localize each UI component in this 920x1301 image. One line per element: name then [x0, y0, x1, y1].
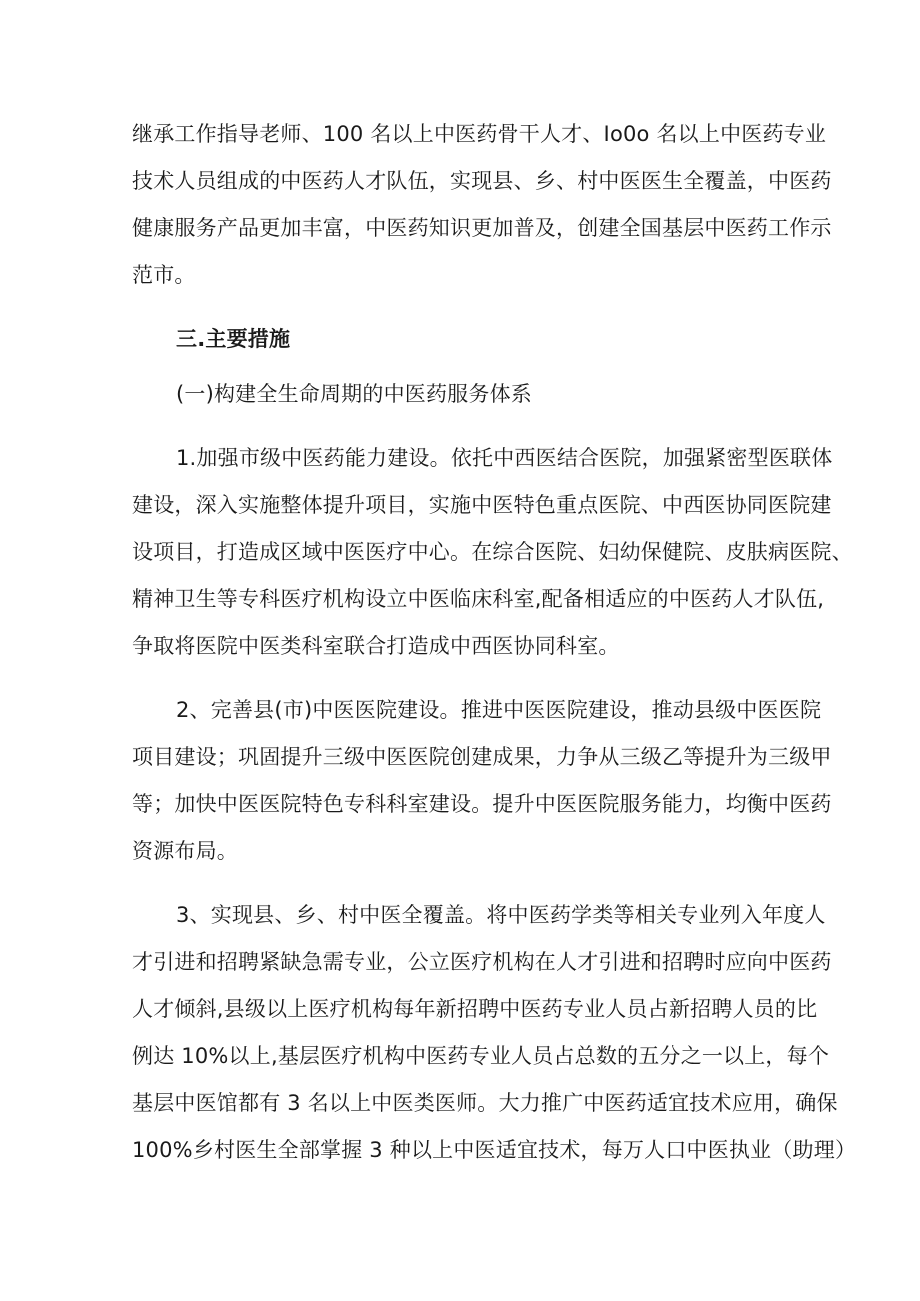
body-text-line: 争取将医院中医类科室联合打造成中西医协同科室。	[132, 634, 620, 658]
body-text-line: 设项目，打造成区域中医医疗中心。在综合医院、妇幼保健院、皮肤病医院、	[132, 540, 853, 564]
body-text-line: 才引进和招聘紧缺急需专业，公立医疗机构在人才引进和招聘时应向中医药	[132, 950, 832, 974]
body-text-line: 1.加强市级中医药能力建设。依托中西医结合医院，加强紧密型医联体	[176, 446, 833, 470]
body-text-line: 等；加快中医医院特色专科科室建设。提升中医医院服务能力，均衡中医药	[132, 792, 832, 816]
body-text-line: 继承工作指导老师、100 名以上中医药骨干人才、Io0o 名以上中医药专业	[132, 122, 827, 146]
section-heading: 三.主要措施	[176, 327, 291, 351]
body-text-line: 基层中医馆都有 3 名以上中医类医师。大力推广中医药适宜技术应用，确保	[132, 1091, 838, 1115]
body-text-line: 技术人员组成的中医药人才队伍，实现县、乡、村中医医生全覆盖，中医药	[132, 169, 832, 193]
body-text-line: 资源布局。	[132, 839, 238, 863]
body-text-line: 例达 10%以上,基层医疗机构中医药专业人员占总数的五分之一以上，每个	[132, 1044, 830, 1068]
body-text-line: 范市。	[132, 263, 196, 287]
body-text-line: 人才倾斜,县级以上医疗机构每年新招聘中医药专业人员占新招聘人员的比	[132, 997, 818, 1021]
body-text-line: 100%乡村医生全部掌握 3 种以上中医适宜技术，每万人口中医执业（助理）	[132, 1138, 857, 1162]
subsection-heading: (一)构建全生命周期的中医药服务体系	[176, 382, 532, 406]
body-text-line: 精神卫生等专科医疗机构设立中医临床科室,配备相适应的中医药人才队伍,	[132, 587, 825, 611]
body-text-line: 2、完善县(市)中医医院建设。推进中医医院建设，推动县级中医医院	[176, 698, 822, 722]
body-text-line: 建设，深入实施整体提升项目，实施中医特色重点医院、中西医协同医院建	[132, 493, 832, 517]
body-text-line: 健康服务产品更加丰富，中医药知识更加普及，创建全国基层中医药工作示	[132, 216, 832, 240]
body-text-line: 项目建设；巩固提升三级中医医院创建成果，力争从三级乙等提升为三级甲	[132, 745, 832, 769]
body-text-line: 3、实现县、乡、村中医全覆盖。将中医药学类等相关专业列入年度人	[176, 903, 826, 927]
